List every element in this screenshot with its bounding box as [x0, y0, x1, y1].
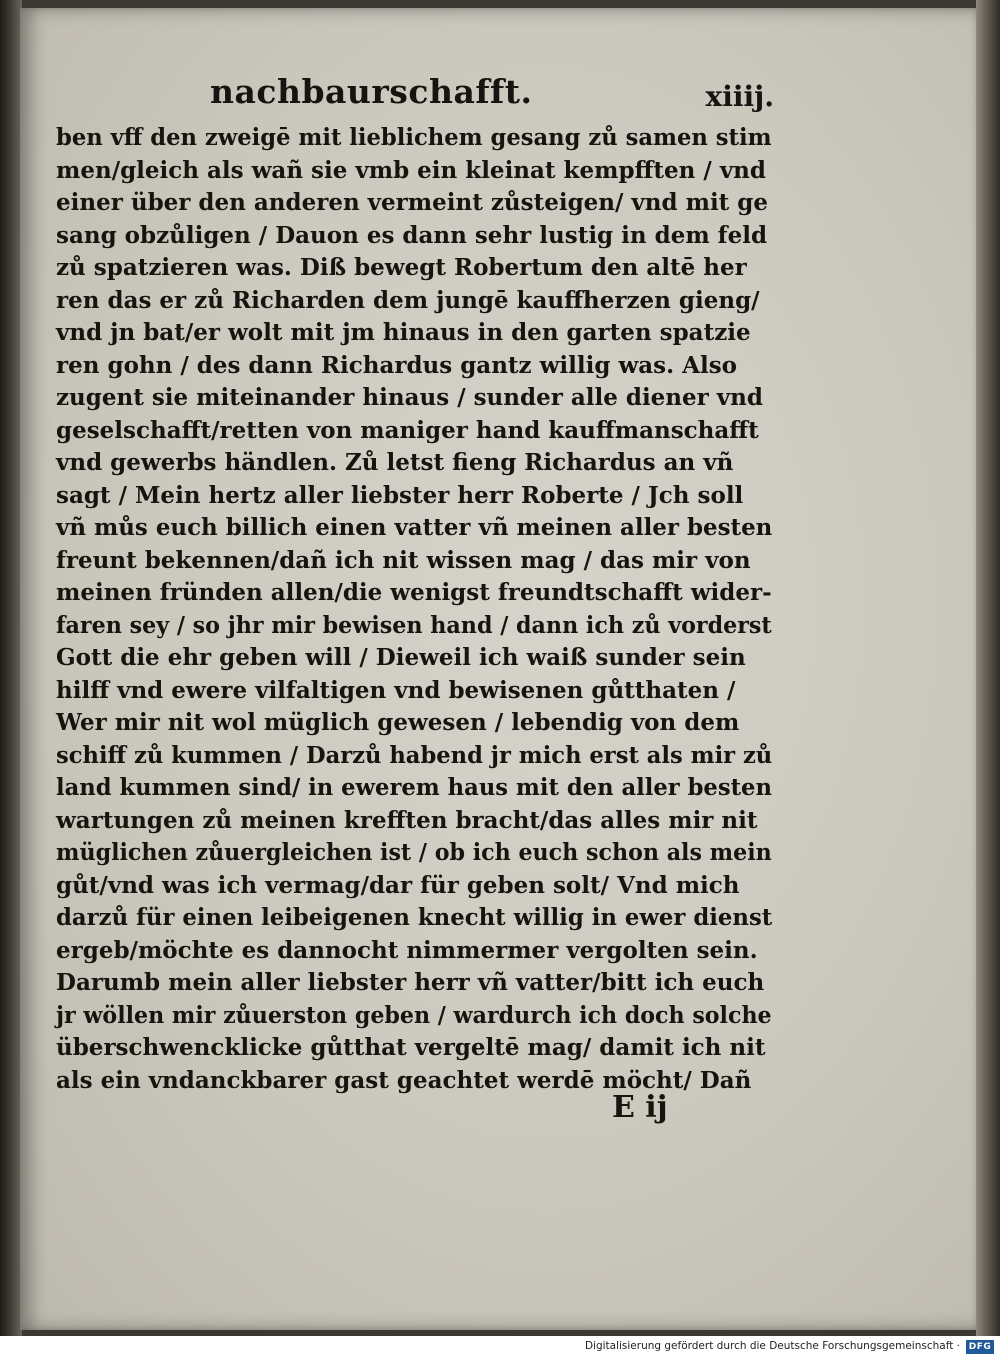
- text-line: müglichen zůuergleichen ist / ob ich euch schon als mein: [56, 839, 772, 866]
- text-line: vnd jn bat/er wolt mit jm hinaus in den garten spatzie: [56, 319, 751, 346]
- running-header-title: nachbaurschafft.: [210, 72, 533, 111]
- text-line: überschwencklicke gůtthat vergeltē mag/ damit ich nit: [56, 1034, 766, 1061]
- text-line: ren das er zů Richarden dem jungē kauffherzen gieng/: [56, 286, 760, 314]
- text-line: gůt/vnd was ich vermag/dar für geben solt/ Vnd mich: [56, 871, 740, 899]
- folio-number: xiiij.: [705, 80, 774, 113]
- book-spine-shadow: [0, 0, 22, 1336]
- text-line: einer über den anderen vermeint zůsteigen/ vnd mit ge: [56, 189, 769, 216]
- signature-mark: E ij: [612, 1090, 668, 1125]
- text-line: ergeb/möchte es dannocht nimmermer vergolten sein.: [56, 936, 758, 964]
- text-line: meinen fründen allen/die wenigst freundtschafft wider-: [56, 579, 772, 606]
- text-line: sang obzůligen / Dauon es dann sehr lustig in dem feld: [56, 221, 768, 249]
- text-line: schiff zů kummen / Darzů habend jr mich erst als mir zů: [56, 741, 773, 769]
- text-line: vnd gewerbs händlen. Zů letst fieng Richardus an vñ: [56, 449, 734, 476]
- text-line: als ein vndanckbarer gast geachtet werdē möcht/ Dañ: [56, 1066, 752, 1094]
- text-line: sagt / Mein hertz aller liebster herr Roberte / Jch soll: [56, 481, 744, 509]
- page-edge-shadow: [976, 0, 1000, 1336]
- text-line: men/gleich als wañ sie vmb ein kleinat kempfften / vnd: [56, 156, 766, 184]
- body-text-block: [56, 122, 772, 1097]
- digitization-credit: Digitalisierung gefördert durch die Deutsche Forschungsgemeinschaft ·: [584, 1340, 960, 1352]
- text-line: geselschafft/retten von maniger hand kauffmanschafft: [56, 416, 759, 444]
- text-line: jr wöllen mir zůuerston geben / wardurch ich doch solche: [56, 1001, 772, 1029]
- text-line: darzů für einen leibeigenen knecht willig in ewer dienst: [56, 904, 773, 931]
- text-line: zugent sie miteinander hinaus / sunder alle diener vnd: [56, 384, 763, 411]
- text-line: vñ můs euch billich einen vatter vñ meinen aller besten: [56, 514, 773, 541]
- text-line: land kummen sind/ in ewerem haus mit den aller besten: [56, 774, 772, 801]
- text-line: faren sey / so jhr mir bewisen hand / dann ich zů vorderst: [56, 611, 772, 639]
- text-line: Darumb mein aller liebster herr vñ vatter/bitt ich euch: [56, 969, 765, 996]
- text-line: ben vff den zweigē mit lieblichem gesang zů samen stim: [56, 124, 772, 151]
- footer-bar: [0, 1336, 1000, 1358]
- text-line: freunt bekennen/dañ ich nit wissen mag / das mir von: [56, 546, 751, 574]
- text-line: ren gohn / des dann Richardus gantz willig was. Also: [56, 351, 738, 379]
- dfg-logo-icon: DFG: [966, 1340, 994, 1354]
- text-line: Gott die ehr geben will / Dieweil ich waiß sunder sein: [56, 644, 746, 671]
- text-line: Wer mir nit wol müglich gewesen / lebendig von dem: [56, 709, 740, 736]
- text-line: zů spatzieren was. Diß bewegt Robertum den altē her: [56, 254, 747, 281]
- text-line: hilff vnd ewere vilfaltigen vnd bewisenen gůtthaten /: [56, 676, 736, 704]
- text-line: wartungen zů meinen krefften bracht/das alles mir nit: [56, 806, 758, 834]
